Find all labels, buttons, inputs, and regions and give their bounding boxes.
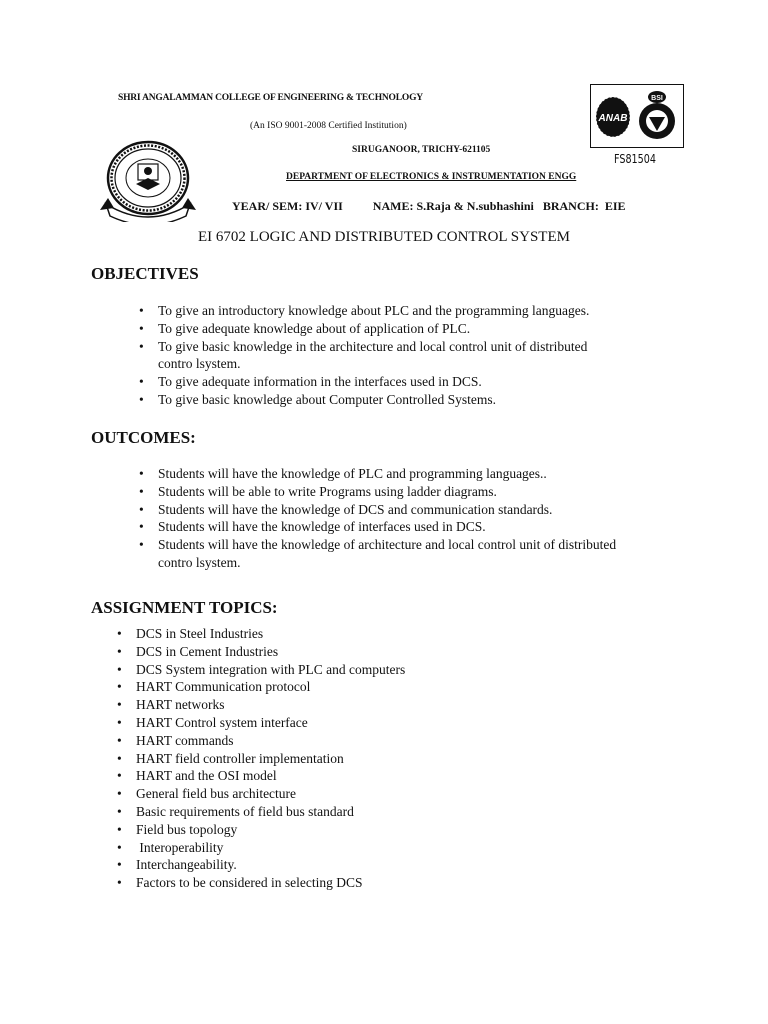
department-name: DEPARTMENT OF ELECTRONICS & INSTRUMENTATION ENGG bbox=[286, 172, 577, 182]
list-item: • DCS in Cement Industries bbox=[117, 643, 405, 661]
iso-certification-line: (An ISO 9001-2008 Certified Institution) bbox=[250, 121, 407, 131]
list-item: • Students will be able to write Programs using ladder diagrams. bbox=[139, 483, 616, 501]
list-item: • Students will have the knowledge of interfaces used in DCS. bbox=[139, 518, 616, 536]
list-item: • Field bus topology bbox=[117, 821, 405, 839]
list-item: • To give an introductory knowledge about PLC and the programming languages. bbox=[139, 302, 589, 320]
list-item: • HART Communication protocol bbox=[117, 678, 405, 696]
assignment-topics-heading: ASSIGNMENT TOPICS: bbox=[91, 598, 278, 617]
list-item: • DCS in Steel Industries bbox=[117, 625, 405, 643]
college-name: SHRI ANGALAMMAN COLLEGE OF ENGINEERING & TECHNOLOGY bbox=[118, 93, 423, 103]
list-item: • To give basic knowledge in the architecture and local control unit of distributed contro lsystem. bbox=[139, 338, 589, 374]
list-item: • Interoperability bbox=[117, 839, 405, 857]
bsi-logo-text: BSI bbox=[651, 95, 663, 102]
list-item: • To give adequate knowledge about of application of PLC. bbox=[139, 320, 589, 338]
list-item: • Interchangeability. bbox=[117, 856, 405, 874]
list-item: • HART commands bbox=[117, 732, 405, 750]
list-item: • HART and the OSI model bbox=[117, 767, 405, 785]
list-item: • Students will have the knowledge of DCS and communication standards. bbox=[139, 501, 616, 519]
list-item: • Students will have the knowledge of architecture and local control unit of distributed contro lsystem. bbox=[139, 536, 616, 572]
certification-logos-box bbox=[590, 84, 684, 148]
list-item: • Factors to be considered in selecting DCS bbox=[117, 874, 405, 892]
list-item: • HART field controller implementation bbox=[117, 750, 405, 768]
list-item: • Basic requirements of field bus standard bbox=[117, 803, 405, 821]
year-sem-name-branch-line: YEAR/ SEM: IV/ VII NAME: S.Raja & N.subhashini BRANCH: EIE bbox=[232, 199, 626, 213]
list-item: • DCS System integration with PLC and computers bbox=[117, 661, 405, 679]
college-seal-logo bbox=[100, 138, 196, 222]
course-title: EI 6702 LOGIC AND DISTRIBUTED CONTROL SYSTEM bbox=[198, 229, 570, 245]
certificate-number: FS81504 bbox=[614, 152, 656, 166]
list-item: • General field bus architecture bbox=[117, 785, 405, 803]
list-item: • To give basic knowledge about Computer Controlled Systems. bbox=[139, 391, 589, 409]
objectives-heading: OBJECTIVES bbox=[91, 264, 199, 283]
anab-logo-text: ANAB bbox=[598, 113, 628, 124]
college-address: SIRUGANOOR, TRICHY-621105 bbox=[352, 145, 491, 155]
list-item: • HART Control system interface bbox=[117, 714, 405, 732]
list-item: • To give adequate information in the interfaces used in DCS. bbox=[139, 373, 589, 391]
list-item: • Students will have the knowledge of PLC and programming languages.. bbox=[139, 465, 616, 483]
list-item: • HART networks bbox=[117, 696, 405, 714]
assignment-topics-list bbox=[117, 625, 405, 892]
outcomes-list bbox=[139, 465, 616, 572]
outcomes-heading: OUTCOMES: bbox=[91, 428, 196, 447]
objectives-list bbox=[139, 302, 589, 409]
